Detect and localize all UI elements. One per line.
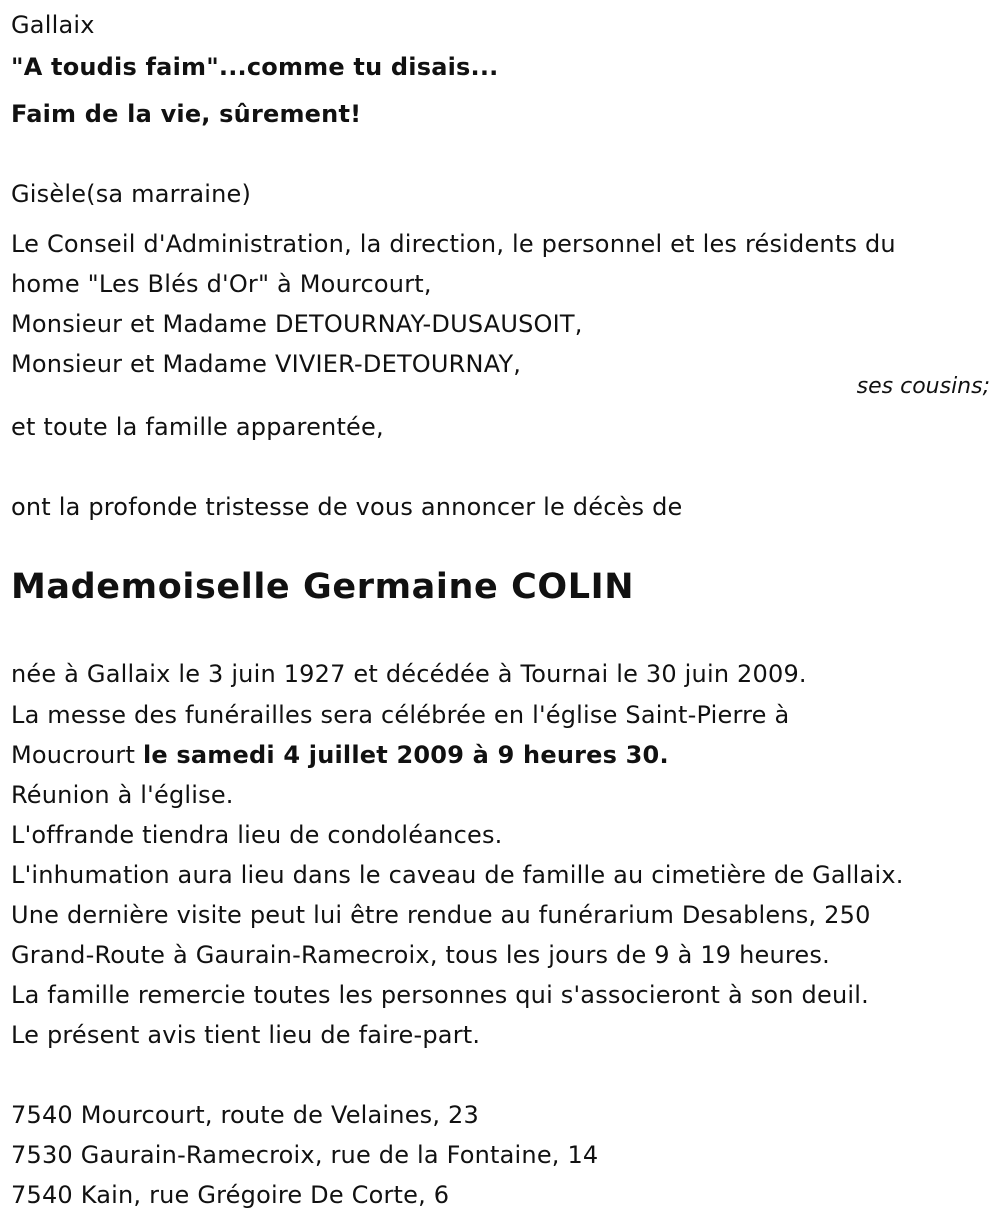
visit-line-2: Grand-Route à Gaurain-Ramecroix, tous les jours de 9 à 19 heures. bbox=[11, 941, 830, 969]
announcer-line: Monsieur et Madame VIVIER-DETOURNAY, bbox=[11, 350, 522, 378]
quote-line-1: "A toudis faim"...comme tu disais... bbox=[11, 53, 499, 81]
deceased-name: Mademoiselle Germaine COLIN bbox=[11, 567, 635, 607]
family-line: et toute la famille apparentée, bbox=[11, 413, 384, 441]
mass-line-1: La messe des funérailles sera célébrée en l'église Saint-Pierre à bbox=[11, 701, 790, 729]
burial-line: L'inhumation aura lieu dans le caveau de famille au cimetière de Gallaix. bbox=[11, 861, 904, 889]
address-line: 7540 Kain, rue Grégoire De Corte, 6 bbox=[11, 1181, 450, 1209]
visit-line-1: Une dernière visite peut lui être rendue au funérarium Desablens, 250 bbox=[11, 901, 871, 929]
address-line: 7530 Gaurain-Ramecroix, rue de la Fontaine, 14 bbox=[11, 1141, 599, 1169]
place-heading: Gallaix bbox=[11, 11, 95, 39]
mass-date-time: le samedi 4 juillet 2009 à 9 heures 30. bbox=[142, 741, 669, 769]
cousins-note: ses cousins; bbox=[856, 374, 990, 399]
meeting-line: Réunion à l'église. bbox=[11, 781, 234, 809]
signature: Gisèle(sa marraine) bbox=[11, 180, 252, 208]
announcer-line: Le Conseil d'Administration, la direction, le personnel et les résidents du bbox=[11, 230, 896, 258]
announcer-line: Monsieur et Madame DETOURNAY-DUSAUSOIT, bbox=[11, 310, 583, 338]
announcement-text: ont la profonde tristesse de vous annoncer le décès de bbox=[11, 493, 683, 521]
address-line: 7540 Mourcourt, route de Velaines, 23 bbox=[11, 1101, 479, 1129]
offering-line: L'offrande tiendra lieu de condoléances. bbox=[11, 821, 503, 849]
birth-death-line: née à Gallaix le 3 juin 1927 et décédée à Tournai le 30 juin 2009. bbox=[11, 660, 807, 688]
mass-line-2 bbox=[11, 740, 669, 770]
notice-line: Le présent avis tient lieu de faire-part. bbox=[11, 1021, 481, 1049]
thanks-line: La famille remercie toutes les personnes qui s'associeront à son deuil. bbox=[11, 981, 869, 1009]
mass-location: Moucrourt bbox=[11, 741, 136, 769]
quote-line-2: Faim de la vie, sûrement! bbox=[11, 100, 362, 128]
announcer-line: home "Les Blés d'Or" à Mourcourt, bbox=[11, 270, 432, 298]
